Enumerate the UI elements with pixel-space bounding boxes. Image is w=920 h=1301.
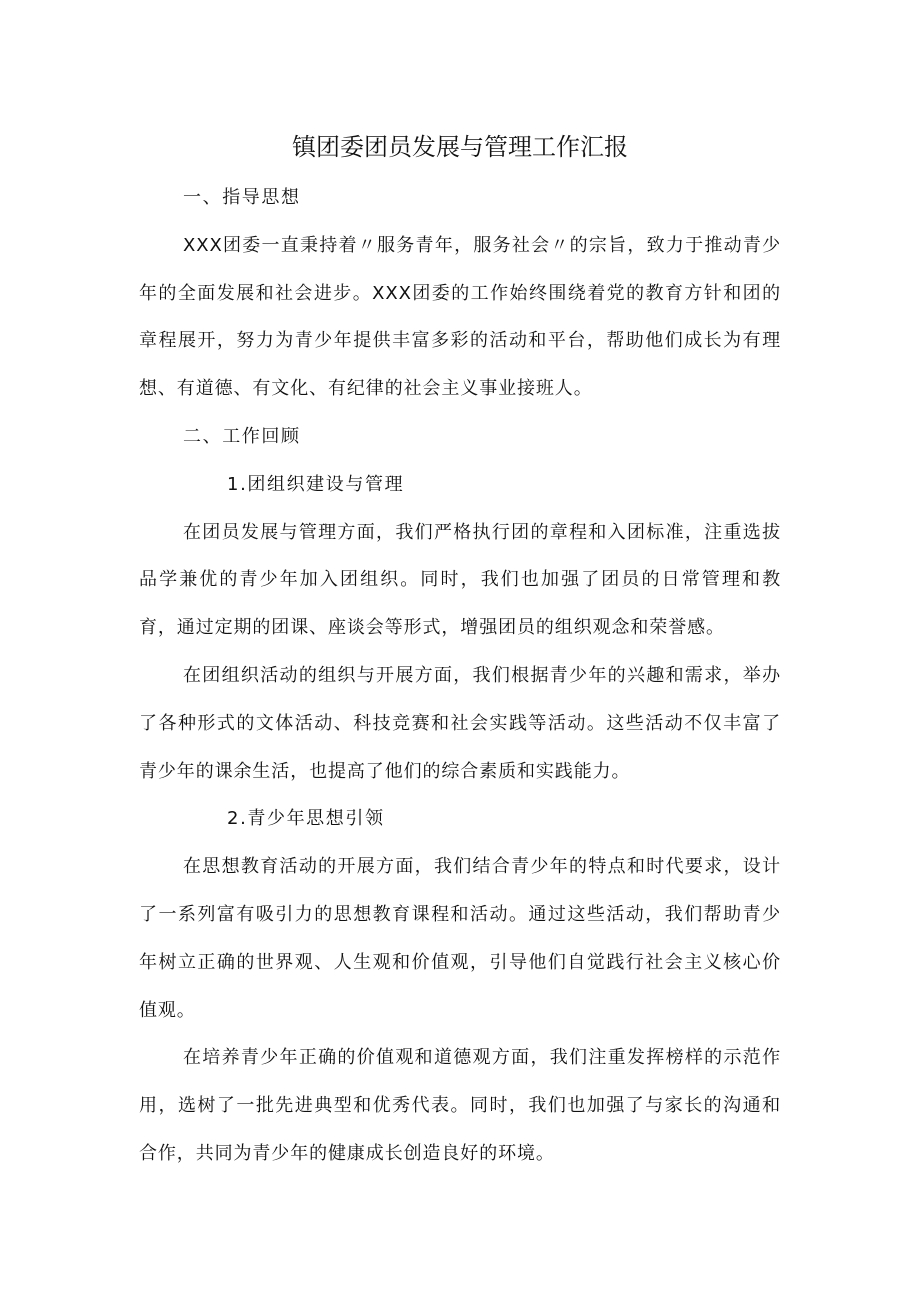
subsection-heading-org-building xyxy=(139,461,781,509)
paragraph-ideological-education: 在思想教育活动的开展方面，我们结合青少年的特点和时代要求，设计了一系列富有吸引力的思想教育课程和活动。通过这些活动，我们帮助青少年树立正确的世界观、人生观和价值观，引导他们自觉践行社会主义核心价值观。 xyxy=(139,856,781,1021)
section-heading-work-review: 二、工作回顾 xyxy=(183,425,301,447)
subsection-number: 2 xyxy=(227,808,241,830)
paragraph-values-cultivation: 在培养青少年正确的价值观和道德观方面，我们注重发挥榜样的示范作用，选树了一批先进典型和优秀代表。同时，我们也加强了与家长的沟通和合作，共同为青少年的健康成长创造良好的环境。 xyxy=(139,1047,781,1164)
subsection-title: .团组织建设与管理 xyxy=(240,473,405,495)
subsection-title: .青少年思想引领 xyxy=(240,808,385,830)
subsection-heading-ideological-guidance xyxy=(139,795,781,843)
paragraph-org-activities: 在团组织活动的组织与开展方面，我们根据青少年的兴趣和需求，举办了各种形式的文体活动、科技竞赛和社会实践等活动。这些活动不仅丰富了青少年的课余生活，也提高了他们的综合素质和实践能力。 xyxy=(139,664,781,782)
paragraph-guiding-thought: XXX团委一直秉持着〃服务青年，服务社会〃的宗旨，致力于推动青少年的全面发展和社会进步。XXX团委的工作始终围绕着党的教育方针和团的章程展开，努力为青少年提供丰富多彩的活动和平台，帮助他们成长为有理想、有道德、有文化、有纪律的社会主义事业接班人。 xyxy=(139,234,781,400)
paragraph-member-development: 在团员发展与管理方面，我们严格执行团的章程和入团标准，注重选拔品学兼优的青少年加入团组织。同时，我们也加强了团员的日常管理和教育，通过定期的团课、座谈会等形式，增强团员的组织观念和荣誉感。 xyxy=(139,521,781,639)
subsection-number: 1 xyxy=(227,473,241,495)
document-title: 镇团委团员发展与管理工作汇报 xyxy=(292,133,628,161)
document-body xyxy=(139,174,781,1178)
section-heading-guiding-thought: 一、指导思想 xyxy=(183,187,301,208)
